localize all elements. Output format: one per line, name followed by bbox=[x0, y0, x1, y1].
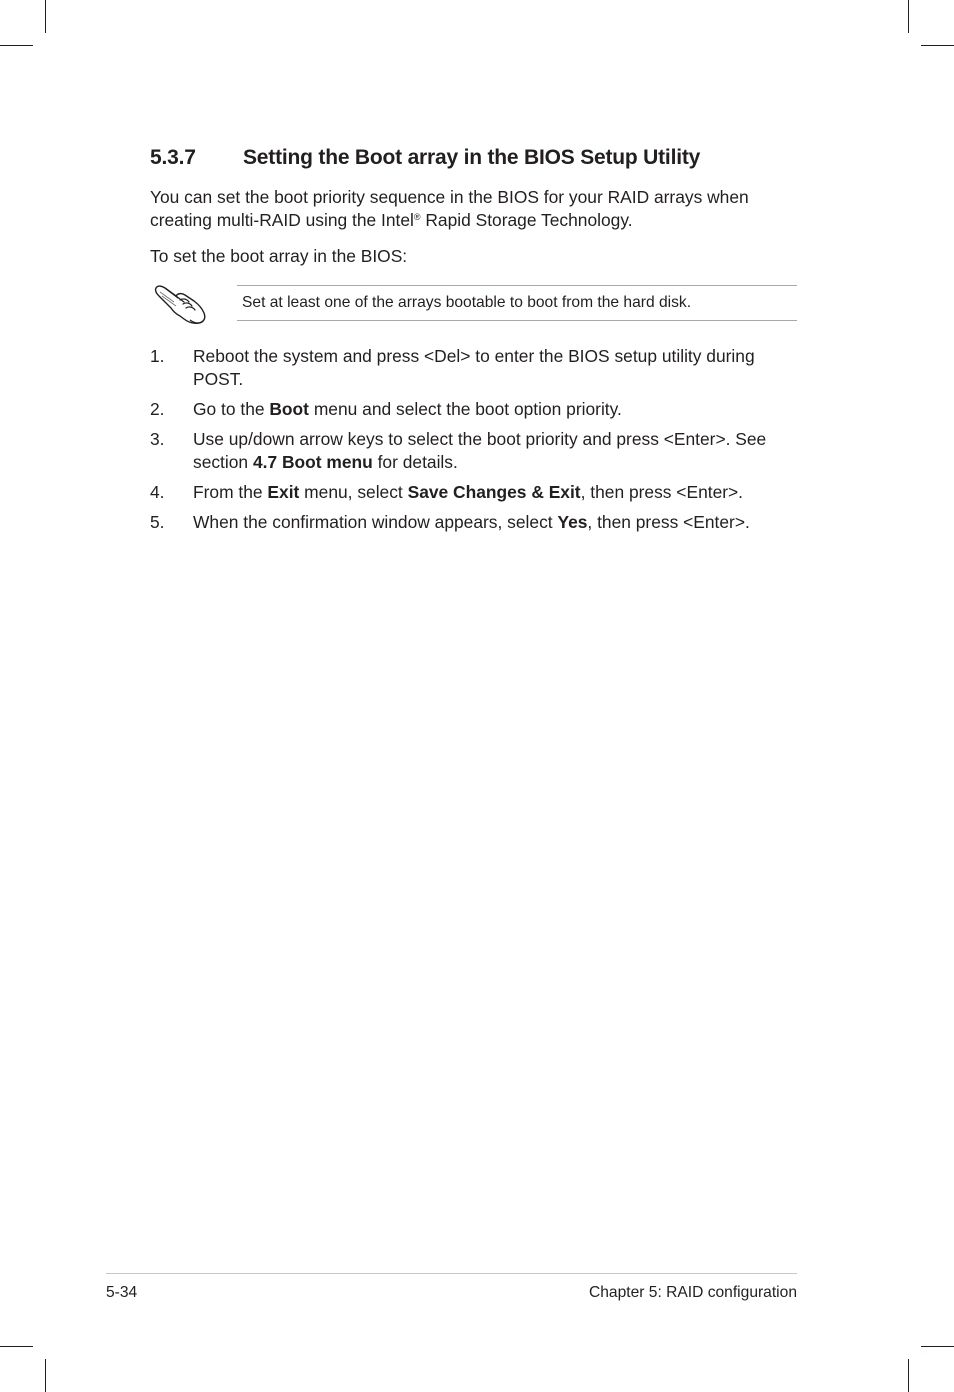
crop-mark bbox=[921, 45, 954, 46]
section-title: Setting the Boot array in the BIOS Setup Utility bbox=[243, 146, 701, 169]
step-number: 5. bbox=[150, 512, 165, 532]
step-text: When the confirmation window appears, select bbox=[193, 512, 558, 532]
step-text: menu and select the boot option priority. bbox=[308, 399, 622, 419]
step-text: From the bbox=[193, 482, 268, 502]
intro-line-2-end: Rapid Storage Technology. bbox=[420, 210, 633, 230]
intro-line-2: creating multi-RAID using the Intel bbox=[150, 210, 414, 230]
crop-mark bbox=[0, 1346, 33, 1347]
list-item bbox=[150, 511, 800, 534]
step-text: , then press <Enter>. bbox=[587, 512, 750, 532]
step-bold-term: Exit bbox=[267, 482, 300, 502]
intro-line-1: You can set the boot priority sequence in the BIOS for your RAID arrays when bbox=[150, 187, 749, 207]
intro-paragraph bbox=[150, 186, 800, 232]
steps-list bbox=[150, 345, 800, 541]
pointing-hand-icon bbox=[154, 282, 208, 326]
crop-mark bbox=[0, 45, 33, 46]
step-text: menu, select bbox=[299, 482, 408, 502]
step-bold-term: 4.7 Boot menu bbox=[252, 452, 373, 472]
step-bold-term: Save Changes & Exit bbox=[407, 482, 581, 502]
step-number: 4. bbox=[150, 482, 165, 502]
step-text: Go to the bbox=[193, 399, 270, 419]
step-number: 2. bbox=[150, 399, 165, 419]
crop-mark bbox=[45, 1359, 46, 1392]
step-bold-term: Yes bbox=[557, 512, 588, 532]
section-heading bbox=[150, 146, 700, 170]
page-number: 5-34 bbox=[106, 1284, 138, 1301]
crop-mark bbox=[45, 0, 46, 33]
crop-mark bbox=[908, 1359, 909, 1392]
list-item bbox=[150, 345, 800, 391]
step-text: , then press <Enter>. bbox=[580, 482, 744, 502]
lead-sentence: To set the boot array in the BIOS: bbox=[150, 246, 408, 266]
list-item bbox=[150, 481, 800, 504]
note-bottom-rule bbox=[237, 320, 797, 321]
step-bold-term: Boot bbox=[269, 399, 309, 419]
note-top-rule bbox=[237, 285, 797, 286]
step-text: for details. bbox=[372, 452, 458, 472]
crop-mark bbox=[908, 0, 909, 33]
chapter-label: Chapter 5: RAID configuration bbox=[588, 1284, 797, 1301]
step-text: Use up/down arrow keys to select the boot priority and press <Enter>. See section bbox=[193, 429, 767, 472]
list-item bbox=[150, 428, 800, 474]
step-text: Reboot the system and press <Del> to enter the BIOS setup utility during POST. bbox=[193, 346, 755, 389]
note-text: Set at least one of the arrays bootable to boot from the hard disk. bbox=[242, 294, 692, 311]
crop-mark bbox=[921, 1346, 954, 1347]
registered-mark: ® bbox=[413, 212, 421, 222]
step-number: 3. bbox=[150, 429, 165, 449]
section-number: 5.3.7 bbox=[150, 146, 196, 169]
footer-rule bbox=[106, 1273, 797, 1274]
step-number: 1. bbox=[150, 346, 165, 366]
list-item bbox=[150, 398, 800, 421]
